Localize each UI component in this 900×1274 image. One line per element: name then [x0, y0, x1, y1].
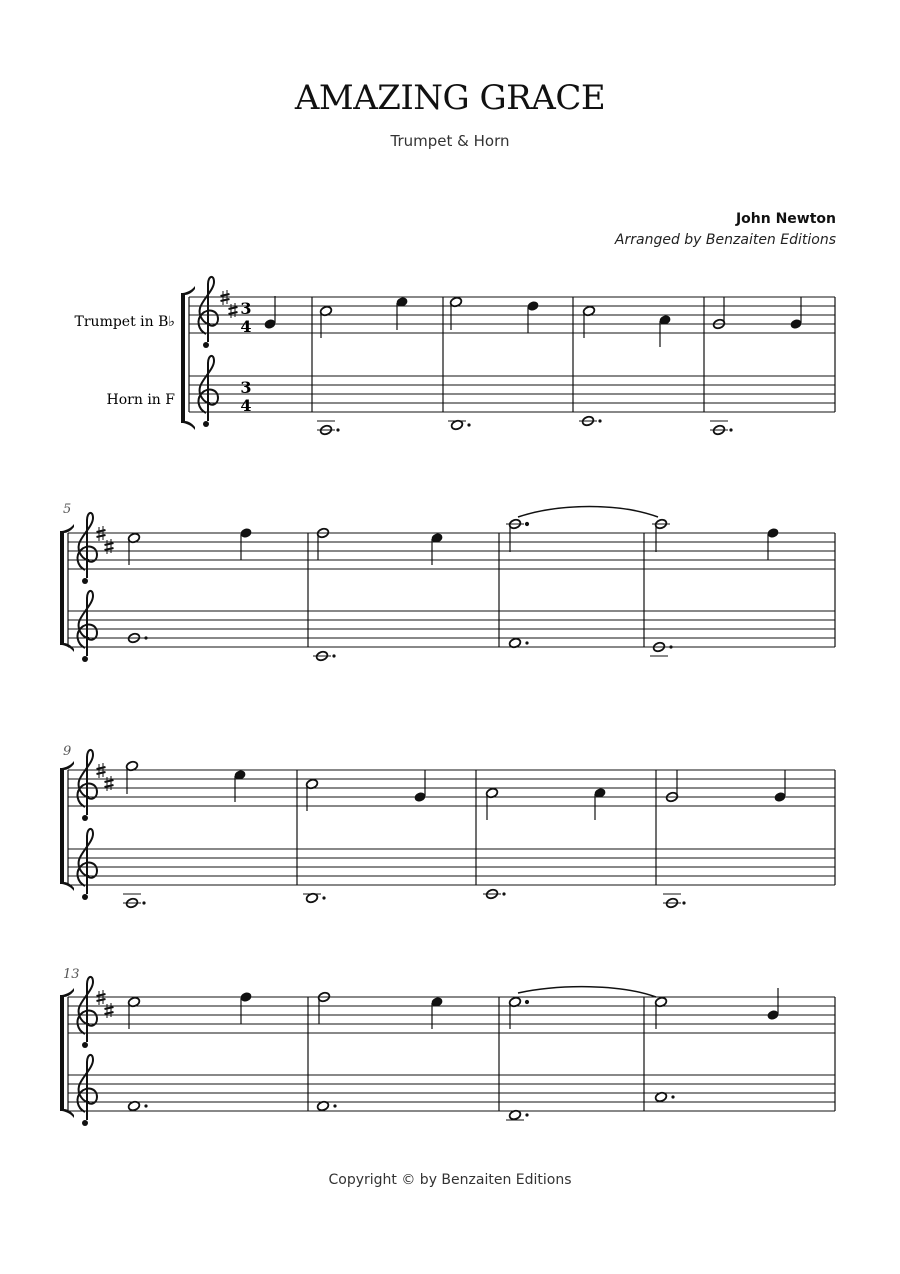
instrument-label-horn: Horn in F	[106, 392, 175, 408]
horn-staff	[68, 1075, 835, 1111]
trumpet-notes	[264, 296, 802, 347]
time-sig-bottom: 4	[240, 317, 252, 336]
copyright-footer: Copyright © by Benzaiten Editions	[328, 1172, 572, 1188]
treble-clef-icon	[78, 977, 97, 1048]
tie	[518, 507, 658, 518]
treble-clef-icon	[78, 750, 97, 821]
time-sig-top: 3	[240, 378, 252, 397]
trumpet-notes	[125, 760, 786, 820]
treble-clef-icon	[199, 356, 218, 427]
sharp-icon	[105, 776, 114, 791]
time-sig-bottom: 4	[240, 396, 252, 415]
horn-staff	[68, 849, 835, 885]
horn-notes	[127, 1091, 674, 1120]
system-2	[62, 502, 835, 662]
treble-clef-icon	[78, 591, 97, 662]
trumpet-notes	[127, 987, 779, 1029]
measure-number: 5	[63, 502, 72, 517]
trumpet-notes	[127, 507, 779, 566]
sharp-icon	[105, 1003, 114, 1018]
sharp-icon	[105, 539, 114, 554]
treble-clef-icon	[78, 829, 97, 900]
trumpet-staff	[68, 997, 835, 1033]
treble-clef-icon	[78, 513, 97, 584]
treble-clef-icon	[199, 277, 218, 348]
measure-number: 9	[63, 744, 72, 759]
horn-notes	[123, 888, 686, 908]
system-1	[75, 277, 835, 436]
horn-notes	[317, 415, 733, 435]
instrument-label-trumpet: Trumpet in B♭	[74, 314, 175, 330]
system-4	[62, 967, 835, 1126]
trumpet-staff	[68, 533, 835, 569]
time-sig-top: 3	[240, 299, 252, 318]
horn-staff	[68, 611, 835, 647]
measure-number: 13	[63, 967, 80, 982]
horn-staff	[189, 376, 835, 412]
score-title: AMAZING GRACE	[294, 78, 606, 118]
trumpet-staff	[189, 297, 835, 333]
trumpet-staff	[68, 770, 835, 806]
sharp-icon	[229, 303, 238, 318]
arranger-credit: Arranged by Benzaiten Editions	[614, 232, 836, 248]
score-subtitle: Trumpet & Horn	[390, 132, 510, 150]
composer-credit: John Newton	[735, 211, 836, 227]
tie	[518, 987, 656, 997]
system-3	[62, 744, 835, 909]
treble-clef-icon	[78, 1055, 97, 1126]
